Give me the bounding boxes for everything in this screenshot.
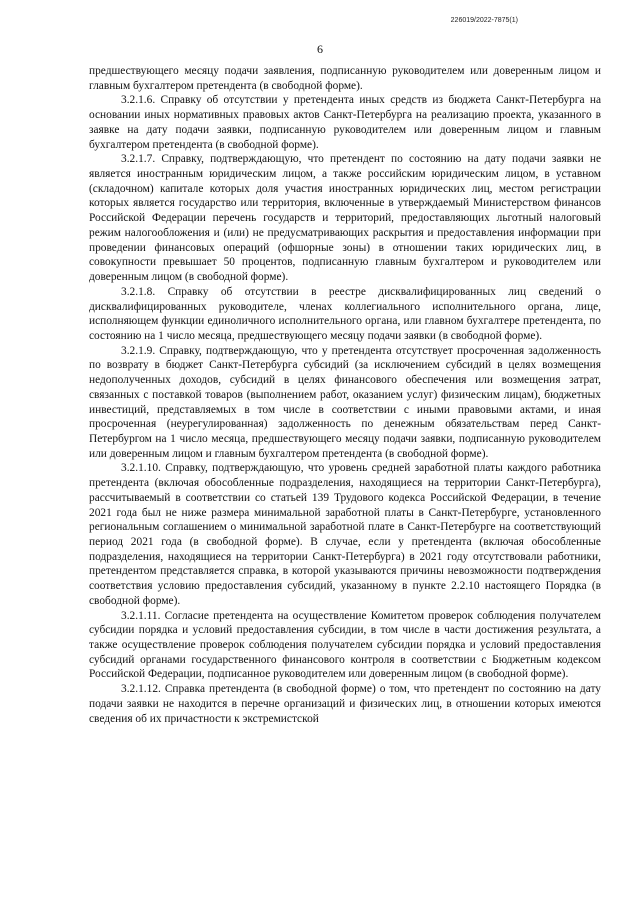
paragraph-3-2-1-10: 3.2.1.10. Справку, подтверждающую, что уровень средней заработной платы каждого работника претендента (включая обособленные подразделения, находящиеся на территории Санкт-Петербурга), рассчитываемый в соответствии со статьей 139 Трудового кодекса Российской Федерации, в течение 2021 года был не ниже размера минимальной заработной платы в Санкт-Петербурге, установленного региональным соглашением о минимальной заработной плате в Санкт-Петербурге на соответствующий период 2021 года (в свободной форме). В случае, если у претендента (включая обособленные подразделения, находящиеся на территории Санкт-Петербурга) в 2021 году отсутствовали работники, претендентом представляется справка, в которой указываются причины невозможности подтверждения соответствия условию предоставления субсидий, указанному в пункте 2.2.10 настоящего Порядка (в свободной форме). bbox=[89, 462, 601, 607]
paragraph-3-2-1-8: 3.2.1.8. Справку об отсутствии в реестре дисквалифицированных лиц сведений о дисквалифицированных руководителе, членах коллегиального исполнительного органа, лице, исполняющем функции единоличного исполнительного органа, или главном бухгалтере претендента, по состоянию на 1 число месяца, предшествующего месяцу подачи заявки (в свободной форме). bbox=[89, 285, 601, 342]
paragraph-3-2-1-12: 3.2.1.12. Справка претендента (в свободной форме) о том, что претендент по состоянию на дату подачи заявки не находится в перечне организаций и физических лиц, в отношении которых имеются сведения об их причастности к экстремистской bbox=[89, 683, 601, 725]
paragraph-3-2-1-6: 3.2.1.6. Справку об отсутствии у претендента иных средств из бюджета Санкт-Петербурга на основании иных нормативных правовых актов Санкт-Петербурга на реализацию проекта, указанного в заявке на дату подачи заявки, подписанную руководителем или доверенным лицом и главным бухгалтером претендента (в свободной форме). bbox=[89, 94, 601, 151]
paragraph-3-2-1-11: 3.2.1.11. Согласие претендента на осуществление Комитетом проверок соблюдения получателем субсидии порядка и условий предоставления субсидии, в том числе в части достижения результата, а также осуществление проверок соблюдения получателем субсидии порядка и условий предоставления субсидий органами государственного финансового контроля в соответствии с Бюджетным кодексом Российской Федерации, подписанное руководителем или доверенным лицом (в свободной форме). bbox=[89, 609, 601, 681]
page-number: 6 bbox=[317, 42, 323, 56]
paragraph-continuation: предшествующего месяцу подачи заявления, подписанную руководителем или доверенным лицом и главным бухгалтером претендента (в свободной форме). bbox=[89, 65, 601, 92]
document-registration-number: 226019/2022-7875(1) bbox=[450, 17, 518, 24]
paragraph-3-2-1-7: 3.2.1.7. Справку, подтверждающую, что претендент по состоянию на дату подачи заявки не является иностранным юридическим лицом, а также российским юридическим лицом, в уставном (складочном) капитале которых доля участия иностранных юридических лиц, местом регистрации которых является государство или территория, включенные в утверждаемый Министерством финансов Российской Федерации перечень государств и территорий, предоставляющих льготный налоговый режим налогообложения и (или) не предусматривающих раскрытия и предоставления информации при проведении финансовых операций (офшорные зоны) в отношении таких юридических лиц, в совокупности превышает 50 процентов, подписанную главным бухгалтером и руководителем или доверенным лицом (в свободной форме). bbox=[89, 153, 601, 284]
document-body bbox=[89, 64, 601, 726]
paragraph-3-2-1-9: 3.2.1.9. Справку, подтверждающую, что у претендента отсутствует просроченная задолженность по возврату в бюджет Санкт-Петербурга субсидий (за исключением субсидий в целях возмещения недополученных доходов, субсидий в целях финансового обеспечения или возмещения затрат, связанных с поставкой товаров (выполнением работ, оказанием услуг) физическим лицам), бюджетных инвестиций, представляемых в том числе в соответствии с иными правовыми актами, и иная просроченная (неурегулированная) задолженность по денежным обязательствам перед Санкт-Петербургом на 1 число месяца, предшествующего месяцу подачи заявки, подписанную руководителем или доверенным лицом и главным бухгалтером претендента (в свободной форме). bbox=[89, 344, 601, 460]
